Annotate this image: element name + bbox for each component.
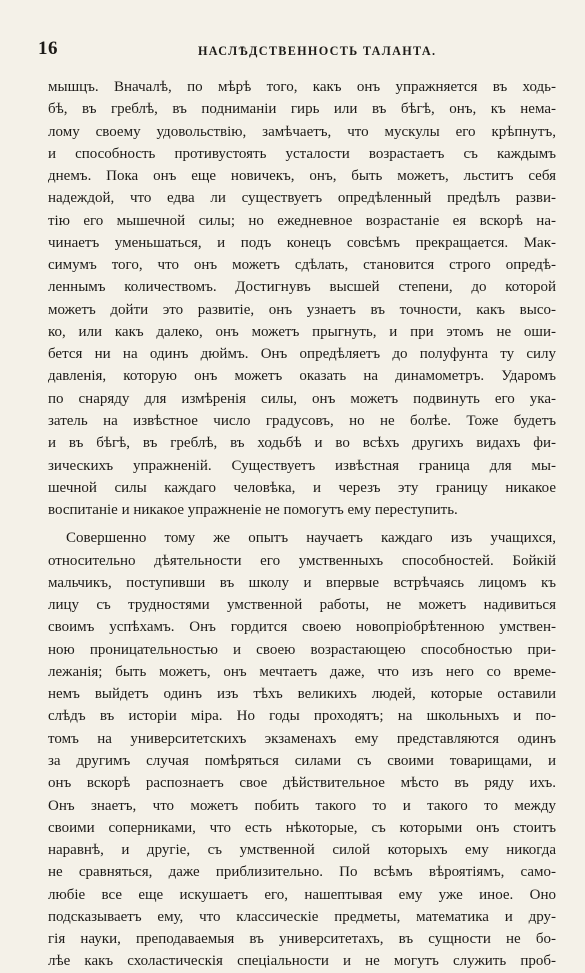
- text-line: немъ выйдетъ одинъ изъ тѣхъ великихъ людей, которые оставили: [48, 686, 556, 703]
- text-line: зическихъ упражненій. Существуетъ извѣстная граница для мы-: [48, 457, 556, 474]
- text-line: ною проницательностью и своею возрастающею способностью при-: [48, 641, 556, 658]
- text-line: мальчикъ, поступивши въ школу и впервые встрѣчаясь лицомъ къ: [48, 574, 556, 591]
- text-line: надеждой, что едва ли существуетъ опредѣленный предѣлъ разви-: [48, 190, 556, 207]
- text-line: Онъ знаетъ, что можетъ побить такого то и такого то между: [48, 797, 556, 814]
- text-line: относительно дѣятельности его умственныхъ способностей. Бойкій: [48, 552, 556, 569]
- text-line: за другимъ случая помѣряться силами съ своими товарищами, и: [48, 752, 556, 769]
- text-line: лежанія; быть можетъ, онъ мечтаетъ даже, что изъ него со време-: [48, 663, 556, 680]
- text-line: и въ бѣгѣ, въ греблѣ, въ ходьбѣ и во всѣхъ другихъ видахъ фи-: [48, 435, 556, 452]
- text-line: слѣдъ въ исторіи міра. Но годы проходятъ; на школьныхъ и по-: [48, 708, 556, 725]
- text-line: леннымъ количествомъ. Достигнувъ высшей степени, до которой: [48, 279, 556, 296]
- body-text: [48, 76, 556, 973]
- text-line: шечной силы каждаго человѣка, и черезъ эту границу никакое: [48, 479, 556, 496]
- page-header: [38, 38, 556, 62]
- text-line: томъ на университетскихъ экзаменахъ ему представляются одинъ: [48, 730, 556, 747]
- text-line: бѣ, въ греблѣ, въ подниманіи гирь или въ бѣгѣ, онъ, къ нема-: [48, 101, 556, 118]
- text-line: подсказываетъ ему, что классическіе предметы, математика и дру-: [48, 908, 556, 925]
- text-line: наравнѣ, и другіе, съ умственной силой которыхъ ему никогда: [48, 842, 556, 859]
- text-line: не сравняться, даже приблизительно. По всѣмъ вѣроятіямъ, само-: [48, 864, 556, 881]
- text-line: своими соперниками, что есть нѣкоторые, съ которыми онъ стоитъ: [48, 819, 556, 836]
- paragraph-2: [48, 527, 556, 972]
- text-line: симумъ того, что онъ можетъ сдѣлать, становится строго опредѣ-: [48, 257, 556, 274]
- text-line: затель на извѣстное число градусовъ, но не болѣе. Тоже будетъ: [48, 412, 556, 429]
- text-line: любіе все еще искушаетъ его, нашептывая ему уже иное. Оно: [48, 886, 556, 903]
- text-line: воспитаніе и никакое упражненіе не помогутъ ему переступить.: [48, 502, 458, 519]
- text-line: тію его мышечной силы; но ежедневное возрастаніе ея вскорѣ на-: [48, 212, 556, 229]
- text-line: лѣе какъ схоластическія спеціальности и не могутъ служить проб-: [48, 953, 556, 970]
- text-line: мышцъ. Вначалѣ, по мѣрѣ того, какъ онъ упражняется въ ходь-: [48, 79, 556, 95]
- text-line: бется ни на одинъ дюймъ. Онъ опредѣляетъ до полуфунта ту силу: [48, 346, 556, 363]
- text-line: своимъ успѣхамъ. Онъ гордится своею новопріобрѣтенною умствен-: [48, 619, 556, 636]
- page-number: 16: [38, 38, 58, 59]
- text-line: ко, или какъ далеко, онъ можетъ прыгнуть, и при этомъ не оши-: [48, 323, 556, 340]
- text-line: днемъ. Пока онъ еще новичекъ, онъ, быть можетъ, льститъ себя: [48, 168, 556, 185]
- text-line: онъ вскорѣ распознаетъ свое дѣйствительное мѣсто въ ряду ихъ.: [48, 775, 556, 792]
- text-line: чинаетъ уменьшаться, и подъ конецъ совсѣмъ прекращается. Мак-: [48, 234, 556, 251]
- running-title: НАСЛѢДСТВЕННОСТЬ ТАЛАНТА.: [198, 44, 437, 58]
- text-line: давленія, которую онъ можетъ оказать на динамометръ. Ударомъ: [48, 368, 556, 385]
- text-line: лому своему удовольствію, замѣчаетъ, что мускулы его крѣпнутъ,: [48, 123, 556, 140]
- text-line: Совершенно тому же опытъ научаетъ каждаго изъ учащихся,: [66, 530, 556, 547]
- text-line: можетъ дойти это развитіе, онъ узнаетъ въ точности, какъ высо-: [48, 301, 556, 318]
- text-line: гія науки, преподаваемыя въ университетахъ, въ сущности не бо-: [48, 931, 556, 948]
- text-line: лицу съ трудностями умственной работы, не можетъ надивиться: [48, 597, 556, 614]
- text-line: по снаряду для измѣренія силы, онъ можетъ подвинуть его ука-: [48, 390, 556, 407]
- paragraph-1: [48, 76, 556, 521]
- text-line: и способность противустоять усталости возрастаетъ съ каждымъ: [48, 145, 556, 162]
